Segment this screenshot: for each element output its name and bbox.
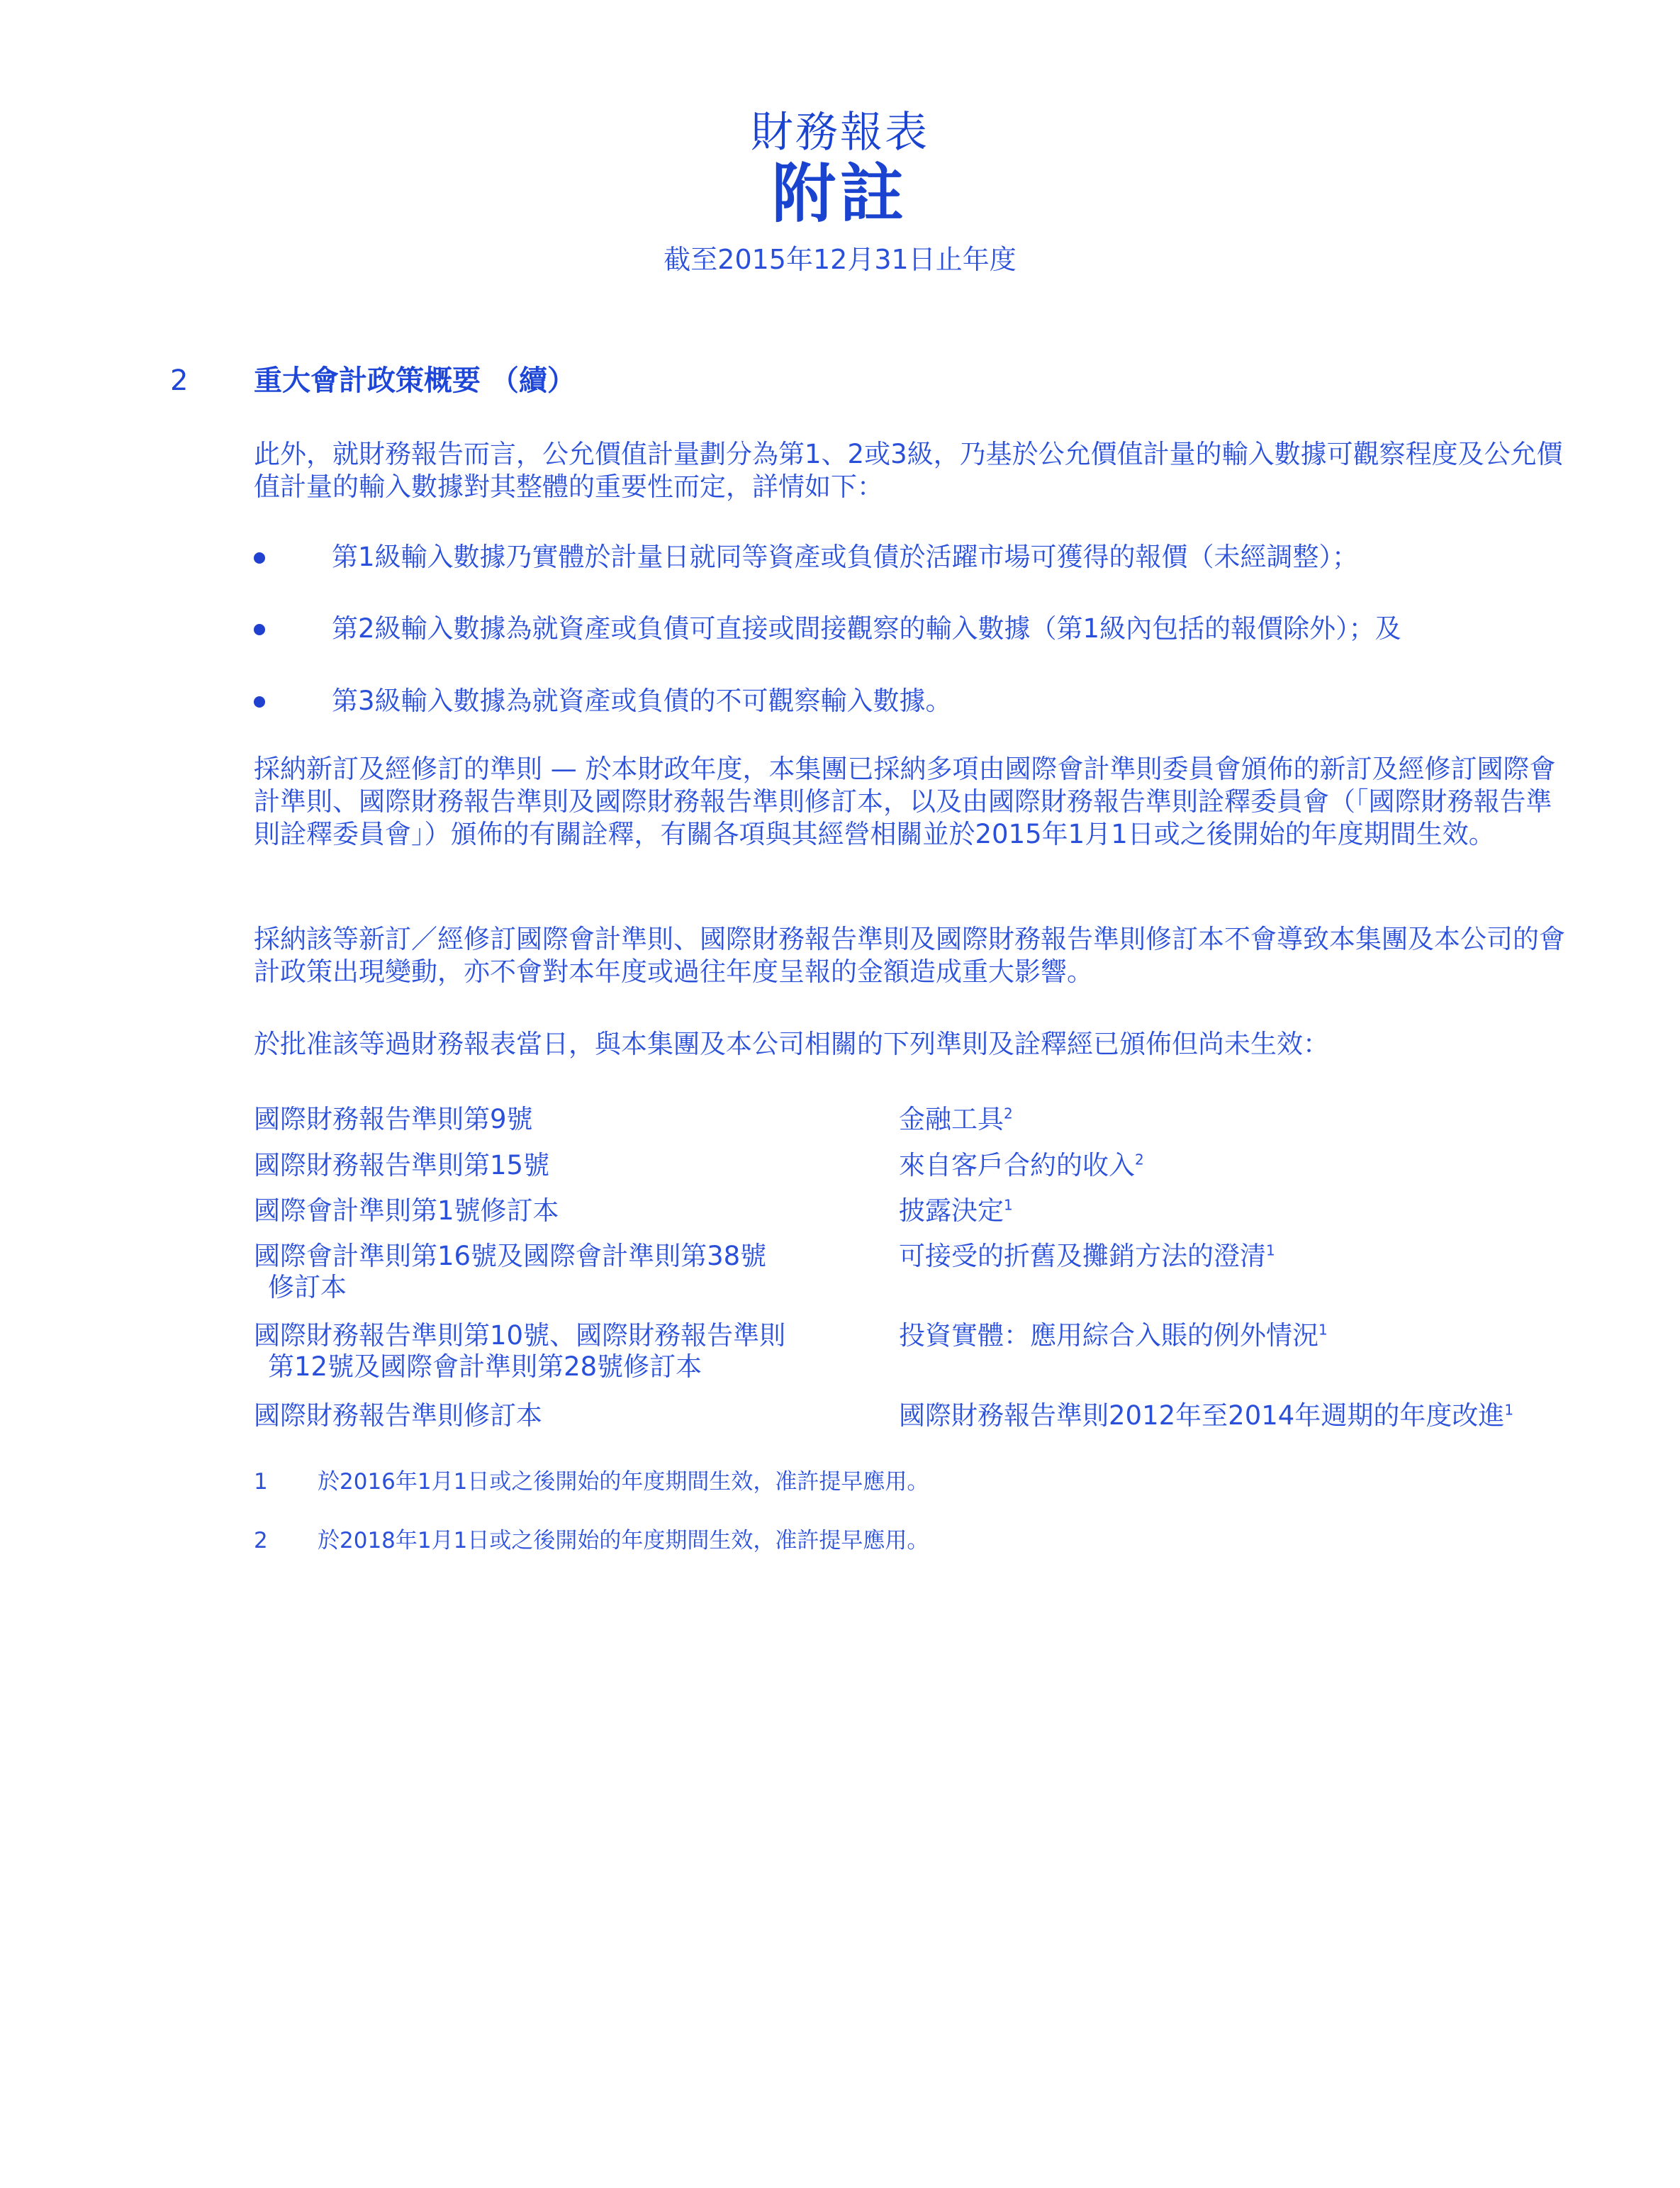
standard-name bbox=[254, 1241, 878, 1303]
bullet-dot-icon bbox=[254, 624, 265, 635]
standard-description bbox=[899, 1241, 1275, 1272]
standard-description-text: 披露決定 bbox=[899, 1195, 1004, 1226]
standard-name bbox=[254, 1400, 878, 1431]
pending-paragraph: 於批准該等過財務報表當日，與本集團及本公司相關的下列準則及詮釋經已頒佈但尚未生效： bbox=[254, 1029, 1329, 1059]
standard-description-text: 投資實體：應用綜合入賬的例外情況 bbox=[899, 1320, 1318, 1351]
standard-description bbox=[899, 1320, 1328, 1351]
footnote-ref: 1 bbox=[1004, 1196, 1013, 1214]
bullet-text: 第2級輸入數據為就資產或負債可直接或間接觀察的輸入數據（第1級內包括的報價除外）；及 bbox=[332, 613, 1401, 644]
adoption-paragraph: 採納新訂及經修訂的準則 — 於本財政年度，本集團已採納多項由國際會計準則委員會頒佈的新訂及經修訂國際會計準則、國際財務報告準則及國際財務報告準則修訂本，以及由國際財務報告準則詮釋委員會（「國際財務報告準則詮釋委員會」）頒佈的有關詮釋，有關各項與其經營相關並於2015年1月1日或之後開始的年度期間生效。 bbox=[254, 754, 1556, 849]
bullet-text: 第3級輸入數據為就資產或負債的不可觀察輸入數據。 bbox=[332, 686, 952, 716]
standard-description bbox=[899, 1400, 1513, 1431]
report-subtitle: 附註 bbox=[772, 157, 908, 231]
footnote-ref: 2 bbox=[1135, 1151, 1144, 1168]
standard-name bbox=[254, 1320, 878, 1383]
standard-name-line: 國際會計準則第1號修訂本 bbox=[254, 1195, 559, 1226]
standard-name bbox=[254, 1195, 878, 1227]
standard-description-text: 金融工具 bbox=[899, 1104, 1004, 1134]
standard-name-line: 國際會計準則第16號及國際會計準則第38號 bbox=[254, 1241, 767, 1271]
section-number: 2 bbox=[170, 364, 189, 397]
standard-description bbox=[899, 1195, 1013, 1227]
standard-description-text: 可接受的折舊及攤銷方法的澄清 bbox=[899, 1241, 1266, 1271]
standard-name-line: 國際財務報告準則第15號 bbox=[254, 1150, 550, 1180]
standard-name-line: 國際財務報告準則修訂本 bbox=[254, 1400, 542, 1431]
bullet-dot-icon bbox=[254, 696, 265, 708]
footnote-number: 2 bbox=[254, 1528, 268, 1553]
footnote-text: 於2016年1月1日或之後開始的年度期間生效，准許提早應用。 bbox=[318, 1469, 929, 1495]
report-title: 財務報表 bbox=[751, 108, 929, 157]
standard-description bbox=[899, 1104, 1013, 1135]
bullet-dot-icon bbox=[254, 552, 265, 564]
intro-paragraph: 此外，就財務報告而言，公允價值計量劃分為第1、2或3級，乃基於公允價值計量的輸入數據可觀察程度及公允價值計量的輸入數據對其整體的重要性而定，詳情如下： bbox=[254, 439, 1563, 502]
standard-name-line: 國際財務報告準則第10號、國際財務報告準則 bbox=[254, 1320, 786, 1351]
standard-description bbox=[899, 1150, 1144, 1181]
standard-description-text: 來自客戶合約的收入 bbox=[899, 1150, 1135, 1180]
standard-name bbox=[254, 1104, 878, 1135]
standard-description-text: 國際財務報告準則2012年至2014年週期的年度改進 bbox=[899, 1400, 1505, 1431]
standard-name-continuation: 第12號及國際會計準則第28號修訂本 bbox=[268, 1351, 702, 1382]
page-header bbox=[0, 106, 1680, 279]
impact-paragraph: 採納該等新訂／經修訂國際會計準則、國際財務報告準則及國際財務報告準則修訂本不會導致本集團及本公司的會計政策出現變動，亦不會對本年度或過往年度呈報的金額造成重大影響。 bbox=[254, 924, 1565, 987]
standard-name bbox=[254, 1150, 878, 1181]
standard-name-continuation: 修訂本 bbox=[268, 1272, 347, 1302]
report-period: 截至2015年12月31日止年度 bbox=[663, 244, 1017, 275]
standard-name-line: 國際財務報告準則第9號 bbox=[254, 1104, 533, 1134]
footnote-ref: 2 bbox=[1004, 1105, 1013, 1122]
bullet-text: 第1級輸入數據乃實體於計量日就同等資產或負債於活躍市場可獲得的報價（未經調整）； bbox=[332, 542, 1359, 572]
footnote-ref: 1 bbox=[1504, 1401, 1514, 1419]
section-title: 重大會計政策概要 （續） bbox=[254, 364, 576, 397]
footnote-number: 1 bbox=[254, 1469, 268, 1495]
footnote-ref: 1 bbox=[1318, 1321, 1328, 1339]
footnote-ref: 1 bbox=[1266, 1241, 1275, 1259]
footnote-text: 於2018年1月1日或之後開始的年度期間生效，准許提早應用。 bbox=[318, 1528, 929, 1553]
